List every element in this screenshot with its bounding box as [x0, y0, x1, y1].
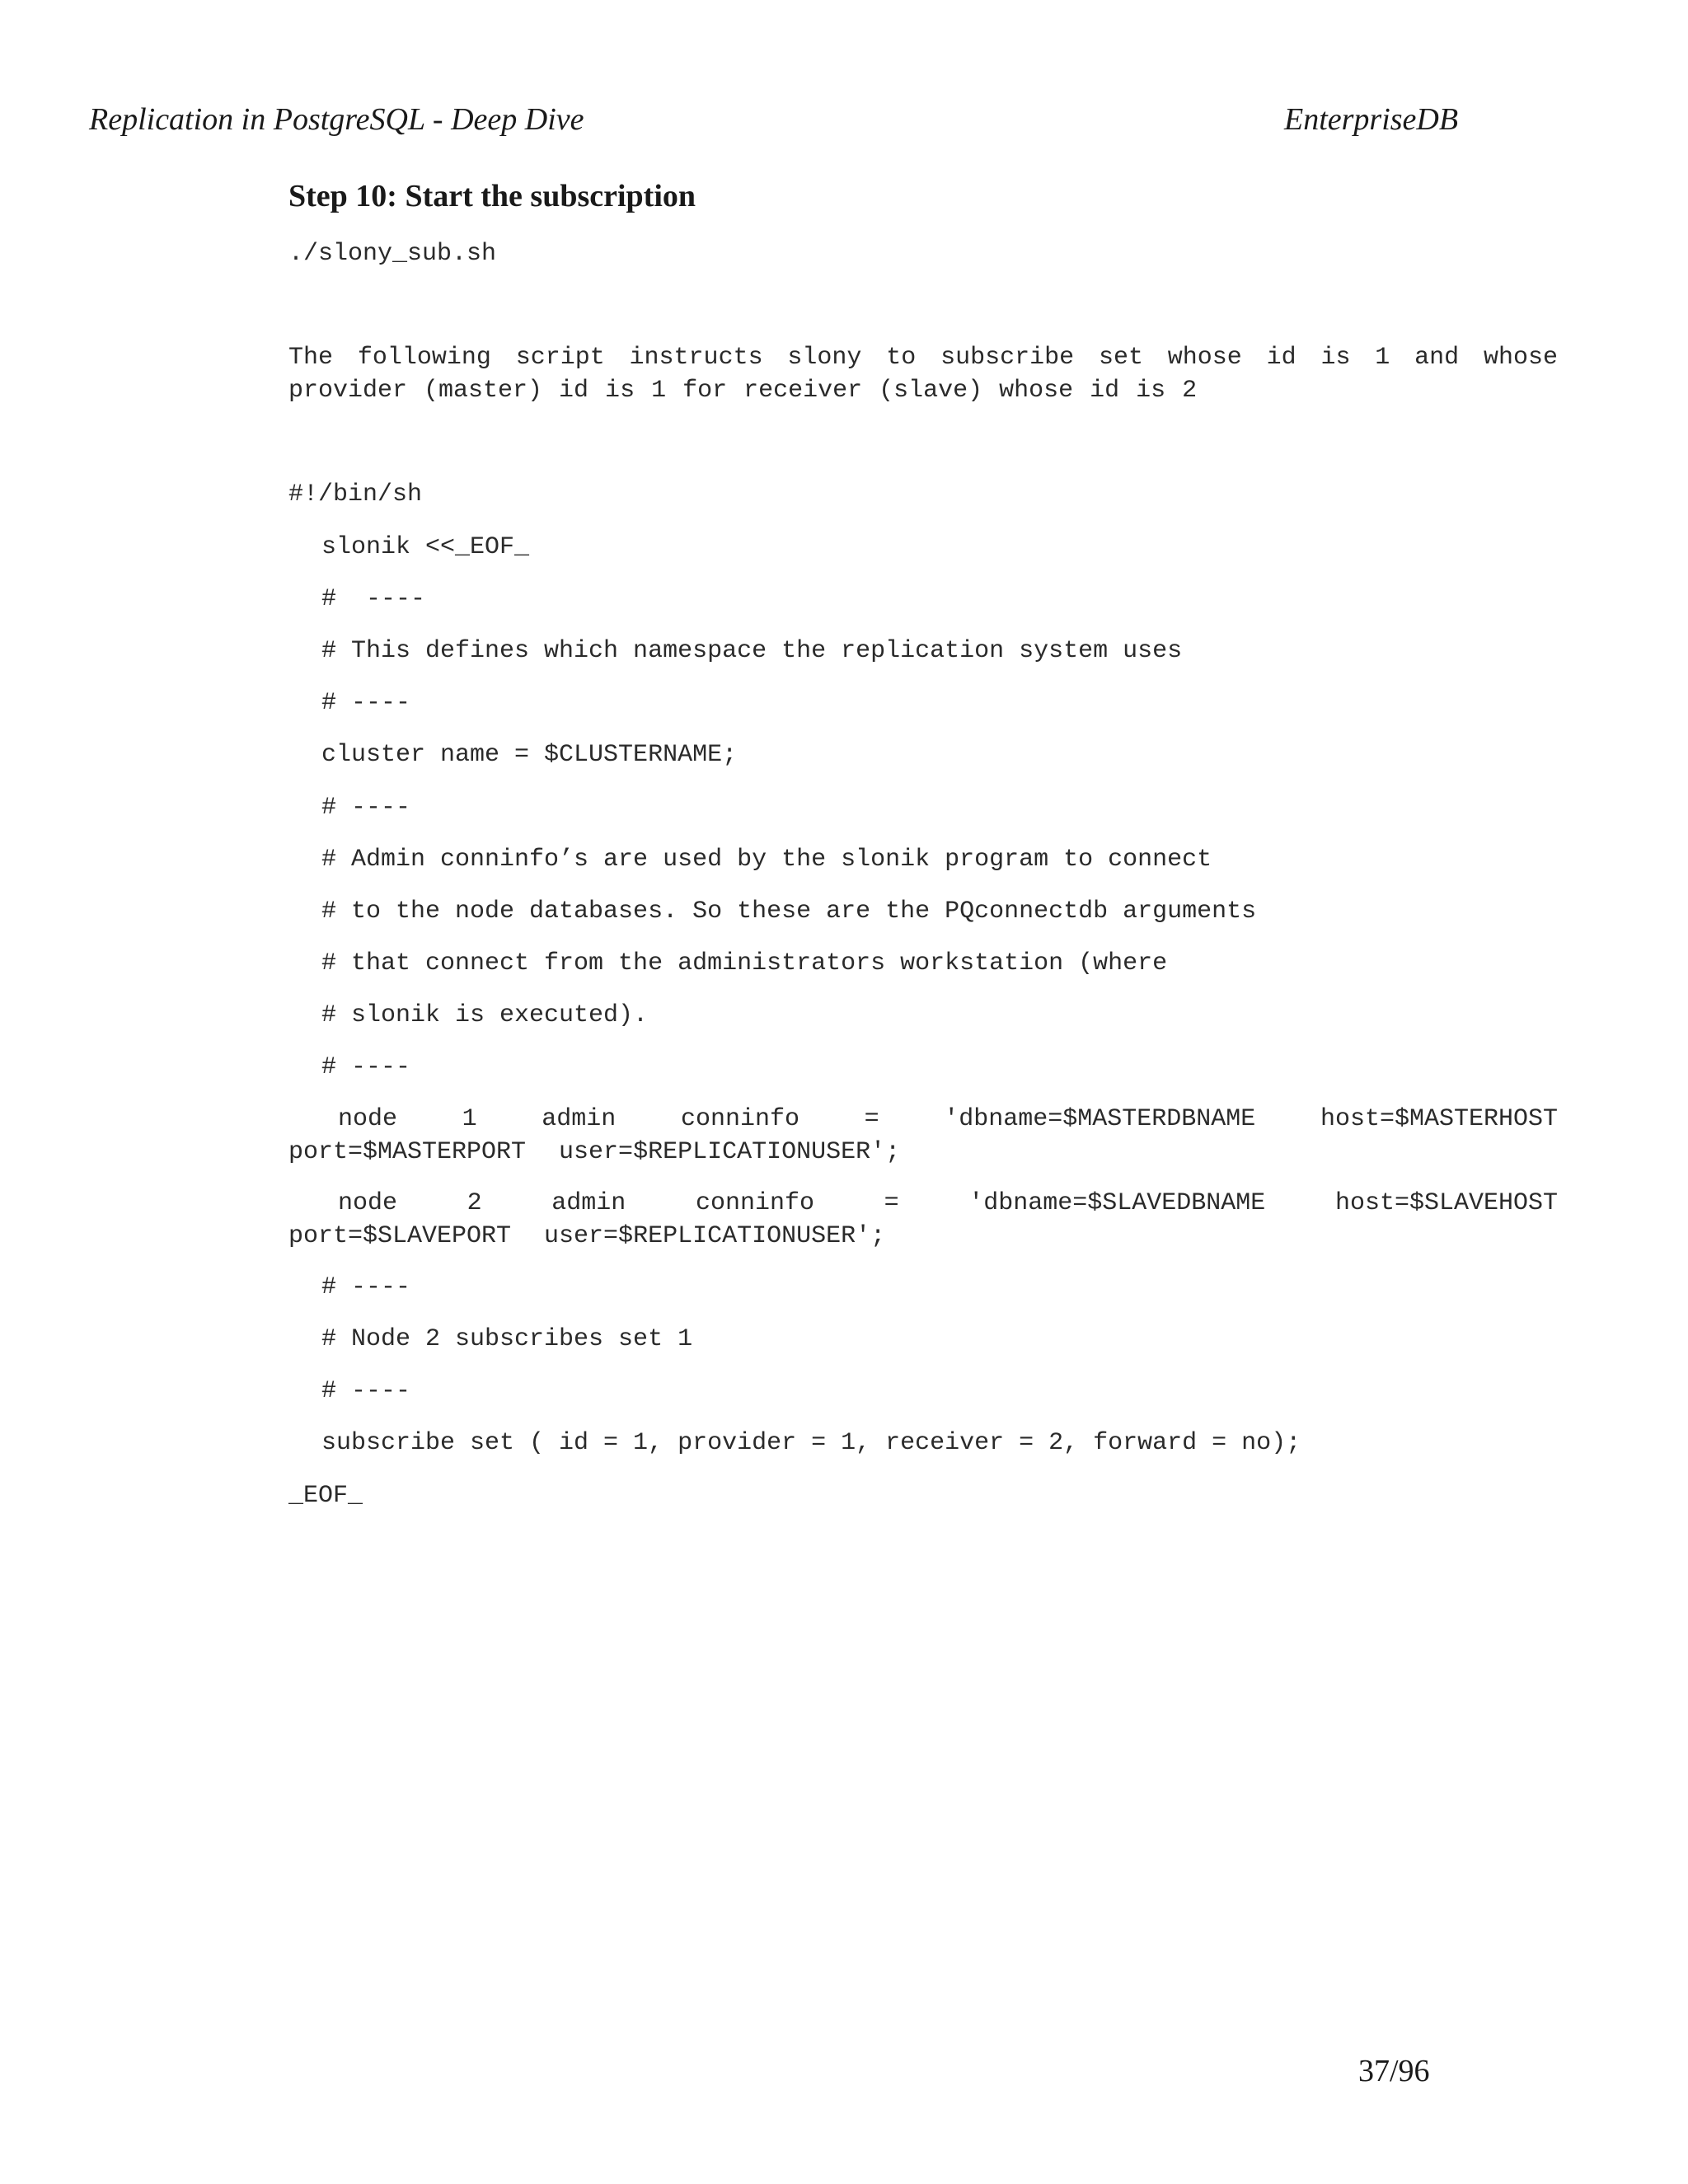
- script-comment: # ----: [321, 689, 411, 717]
- script-eof: _EOF_: [288, 1482, 363, 1510]
- script-comment: # slonik is executed).: [321, 1001, 649, 1029]
- script-comment: # ----: [321, 1053, 411, 1081]
- script-line: cluster name = $CLUSTERNAME;: [321, 741, 738, 769]
- script-comment: # This defines which namespace the replication system uses: [321, 637, 1183, 665]
- script-shebang: #!/bin/sh: [288, 480, 423, 509]
- description-paragraph: The following script instructs slony to subscribe set whose id is 1 and whose provider (master) id is 1 for receiver (slave) whose id is 2: [288, 344, 1558, 405]
- command-line: ./slony_sub.sh: [288, 240, 497, 268]
- section-heading: Step 10: Start the subscription: [288, 179, 696, 213]
- script-comment: # ----: [321, 1377, 411, 1405]
- script-comment: # ----: [321, 794, 411, 822]
- document-header-title: Replication in PostgreSQL - Deep Dive: [89, 102, 584, 137]
- script-line: subscribe set ( id = 1, provider = 1, receiver = 2, forward = no);: [321, 1429, 1301, 1457]
- document-header-company: EnterpriseDB: [1284, 102, 1459, 137]
- script-node2-conninfo: node 2 admin conninfo = 'dbname=$SLAVEDBNAME host=$SLAVEHOST port=$SLAVEPORT user=$REPLICATIONUSER';: [288, 1189, 1558, 1250]
- script-comment: # ----: [321, 585, 426, 613]
- script-comment: # to the node databases. So these are the PQconnectdb arguments: [321, 898, 1257, 926]
- script-comment: # Admin conninfo’s are used by the slonik program to connect: [321, 846, 1212, 874]
- page-number: 37/96: [1358, 2054, 1430, 2088]
- script-comment: # Node 2 subscribes set 1: [321, 1325, 693, 1353]
- script-line: slonik <<_EOF_: [321, 533, 530, 561]
- script-comment: # that connect from the administrators workstation (where: [321, 949, 1168, 977]
- script-node1-conninfo: node 1 admin conninfo = 'dbname=$MASTERDBNAME host=$MASTERHOST port=$MASTERPORT user=$REPLICATIONUSER';: [288, 1105, 1558, 1166]
- script-comment: # ----: [321, 1273, 411, 1301]
